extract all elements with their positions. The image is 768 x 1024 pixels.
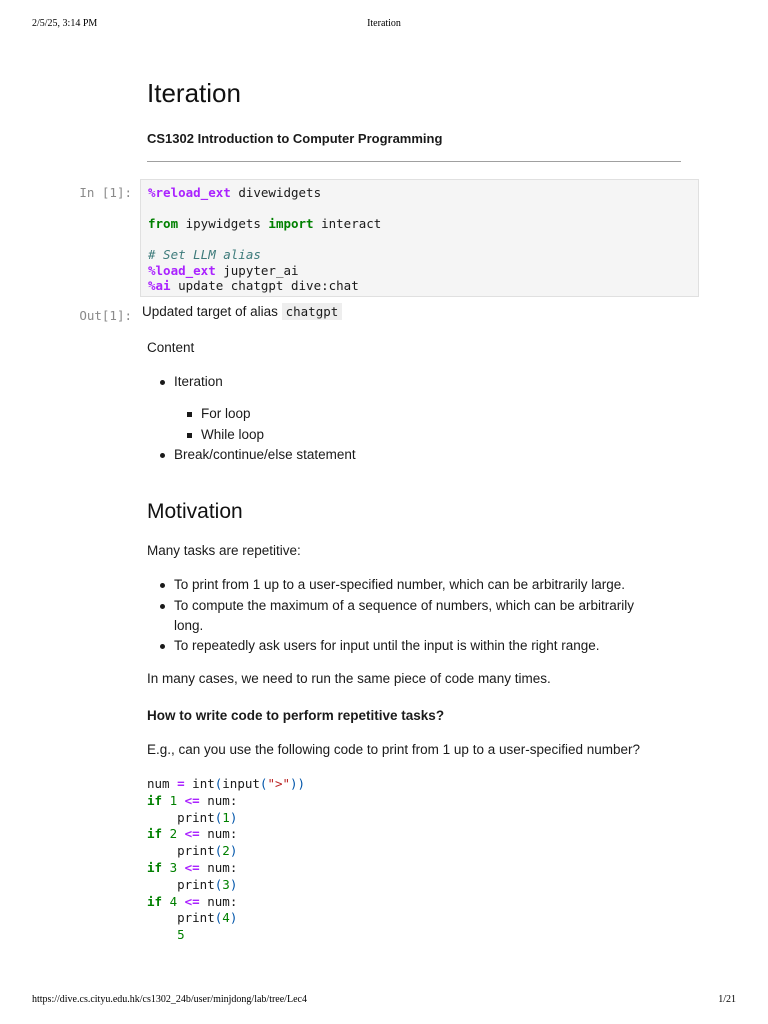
code-text: num: bbox=[199, 826, 238, 842]
code-text: print bbox=[177, 876, 215, 892]
question-heading: How to write code to perform repetitive tasks? bbox=[147, 708, 445, 723]
code-number: 1 bbox=[169, 792, 178, 808]
content-heading: Content bbox=[147, 340, 195, 355]
content-subitem-while-loop: While loop bbox=[201, 427, 265, 442]
keyword-if: if bbox=[147, 792, 163, 808]
keyword-import: import bbox=[268, 216, 314, 231]
output-text: Updated target of alias bbox=[142, 304, 278, 319]
content-item-iteration: Iteration bbox=[174, 374, 223, 389]
code-text: int bbox=[184, 776, 215, 791]
bullet-square bbox=[187, 433, 192, 438]
code-text: print bbox=[177, 910, 215, 926]
code-number: 5 bbox=[177, 927, 185, 943]
keyword-if: if bbox=[147, 859, 163, 875]
motivation-bullet-2-line-1: To compute the maximum of a sequence of numbers, which can be arbitrarily bbox=[174, 598, 634, 613]
code-paren: ( bbox=[259, 776, 268, 791]
code-paren: ( bbox=[214, 776, 223, 791]
content-subitem-for-loop: For loop bbox=[201, 406, 251, 421]
code-comment: # Set LLM alias bbox=[148, 247, 261, 262]
bullet-disc bbox=[160, 644, 165, 649]
motivation-bullet-2-line-2: long. bbox=[174, 618, 204, 633]
magic-ai: %ai bbox=[148, 278, 171, 293]
code-number: 4 bbox=[222, 910, 230, 926]
content-item-break-continue: Break/continue/else statement bbox=[174, 447, 356, 462]
code-text: input bbox=[222, 776, 260, 791]
code-operator: <= bbox=[184, 826, 200, 842]
code-text: divewidgets bbox=[230, 185, 322, 200]
example-code-block: num = int(input(">")) if 1 <= num: print(1) if 2 <= num: print(2) if 3 <= num: print(3) if 4 <= num: print(4) 5 bbox=[147, 776, 306, 943]
cell-output bbox=[142, 304, 342, 319]
code-operator: <= bbox=[184, 792, 200, 808]
section-heading-motivation: Motivation bbox=[147, 500, 243, 523]
code-operator: = bbox=[177, 776, 185, 791]
code-number: 2 bbox=[222, 843, 230, 859]
print-footer bbox=[32, 994, 736, 1008]
code-text: print bbox=[177, 809, 215, 825]
output-inline-code: chatgpt bbox=[282, 303, 343, 320]
code-number: 1 bbox=[222, 809, 230, 825]
bullet-disc bbox=[160, 604, 165, 609]
print-timestamp: 2/5/25, 3:14 PM bbox=[32, 18, 98, 29]
paragraph-same-code: In many cases, we need to run the same piece of code many times. bbox=[147, 671, 551, 686]
print-header bbox=[32, 18, 736, 32]
code-text: print bbox=[177, 843, 215, 859]
code-operator: <= bbox=[184, 893, 200, 909]
code-text: ipywidgets bbox=[178, 216, 269, 231]
paragraph-example-question: E.g., can you use the following code to print from 1 up to a user-specified number? bbox=[147, 742, 641, 757]
out-prompt: Out[1]: bbox=[79, 308, 132, 323]
motivation-bullet-3: To repeatedly ask users for input until the input is within the right range. bbox=[174, 638, 600, 653]
magic-load-ext: %load_ext bbox=[148, 262, 216, 278]
code-string: ">" bbox=[267, 776, 291, 791]
code-text: num: bbox=[199, 792, 238, 808]
code-text: interact bbox=[313, 216, 382, 231]
code-operator: <= bbox=[184, 859, 200, 875]
page-subtitle: CS1302 Introduction to Computer Programming bbox=[147, 131, 443, 146]
bullet-disc bbox=[160, 453, 165, 458]
print-page-number: 1/21 bbox=[718, 994, 736, 1005]
page-title: Iteration bbox=[147, 78, 241, 108]
magic-reload-ext: %reload_ext bbox=[148, 185, 231, 200]
code-number: 3 bbox=[222, 876, 230, 892]
code-text: num: bbox=[199, 893, 238, 909]
code-number: 4 bbox=[169, 893, 178, 909]
code-paren: )) bbox=[290, 776, 306, 791]
keyword-if: if bbox=[147, 893, 163, 909]
bullet-square bbox=[187, 412, 192, 417]
bullet-disc bbox=[160, 583, 165, 588]
code-text: update chatgpt dive:chat bbox=[170, 278, 359, 293]
code-text: num bbox=[147, 776, 178, 791]
bullet-disc bbox=[160, 380, 165, 385]
keyword-from: from bbox=[148, 216, 179, 231]
print-title: Iteration bbox=[367, 18, 401, 29]
code-text: jupyter_ai bbox=[215, 262, 299, 278]
motivation-intro: Many tasks are repetitive: bbox=[147, 543, 301, 558]
code-text: num: bbox=[199, 859, 238, 875]
code-cell[interactable] bbox=[140, 179, 699, 297]
print-url: https://dive.cs.cityu.edu.hk/cs1302_24b/user/minjdong/lab/tree/Lec4 bbox=[32, 994, 307, 1005]
keyword-if: if bbox=[147, 826, 163, 842]
code-number: 3 bbox=[169, 859, 178, 875]
code-editor[interactable] bbox=[148, 185, 381, 294]
code-number: 2 bbox=[169, 826, 178, 842]
motivation-bullet-1: To print from 1 up to a user-specified number, which can be arbitrarily large. bbox=[174, 577, 625, 592]
divider bbox=[147, 161, 681, 162]
in-prompt: In [1]: bbox=[79, 185, 132, 200]
